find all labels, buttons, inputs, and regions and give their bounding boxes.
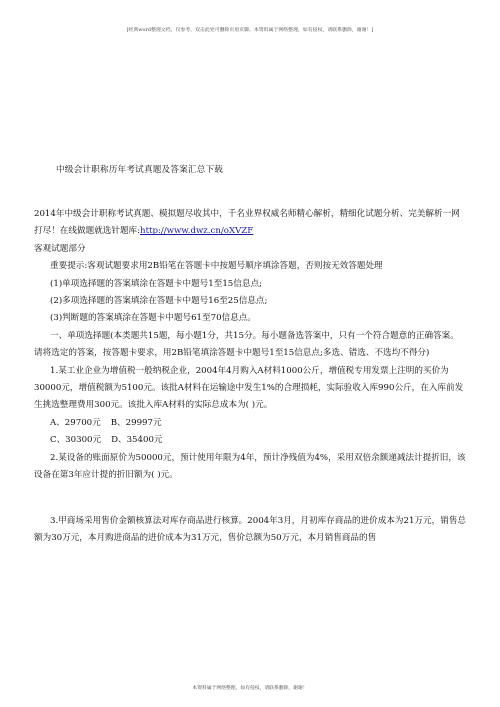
intro-text: 2014年中级会计职称考试真题、模拟题尽收其中，千名业界权威名师精心解析，精细化试题分析、完美解析一网打尽！在线做题就选针题库: [34,209,460,237]
question-1-options-ab [34,415,466,432]
option-c: C、30300元 [50,435,102,446]
question-2-stem: 2.某设备的账面原价为50000元，预计使用年限为4年，预计净残值为4%，采用双倍余额递减法计提折旧，该设备在第3年应计提的折旧额为( )元。 [34,452,466,481]
spacer [34,485,466,513]
option-b: B、29997元 [110,417,162,428]
part1-heading: 一、单项选择题(本类题共15题，每小题1分，共15分。每小题备选答案中，只有一个符合题意的正确答案。请将选定的答案，按答题卡要求，用2B铅笔填涂答题卡中题号1至15信息点;多选、错选、不选均不得分) [34,330,459,359]
notice-main: 重要提示:客观试题要求用2B铅笔在答题卡中按题号顺序填涂答题，否则按无效答题处理 [50,261,383,272]
option-d: D、35400元 [111,435,163,446]
document-body [34,206,466,547]
document-title: 中级会计职称历年考试真题及答案汇总下载 [56,165,224,175]
notice-item-1: (1)单项选择题的答案填涂在答题卡中题号1至15信息点; [50,278,262,289]
question-1-stem: 1.某工业企业为增值税一般纳税企业，2004年4月购入A材料1000公斤，增值税专用发票上注明的买价为30000元，增值税额为5100元。该批A材料在运输途中发生1%的合理损耗，实际验收入库990公斤，在入库前发生挑选整理费用300元。该批入库A材料的实际总成本为( )元。 [34,365,464,411]
intro-link[interactable]: http://www.dwz.cn/oXVZF [140,226,254,237]
header-note: [经典word整理文档，仅参考，双击此处可删除页眉页脚。本资料属于网络整理，如有侵权，请联系删除，谢谢！] [126,28,374,33]
option-a: A、29700元 [50,417,101,428]
footer-note: 本资料属于网络整理，如有侵权，请联系删除，谢谢！ [192,686,308,691]
section-objective: 客观试题部分 [34,243,86,254]
question-3-stem: 3.甲商场采用售价金额核算法对库存商品进行核算。2004年3月，月初库存商品的进价成本为21万元，销售总额为30万元，本月购进商品的进价成本为31万元，售价总额为50万元，本月销售商品的售 [34,515,467,543]
question-1-options-cd [34,432,466,449]
notice-item-3: (3)判断题的答案填涂在答题卡中题号61至70信息点。 [50,313,256,324]
notice-item-2: (2)多项选择题的答案填涂在答题卡中题号16至25信息点; [50,296,268,307]
intro-paragraph [34,206,466,241]
